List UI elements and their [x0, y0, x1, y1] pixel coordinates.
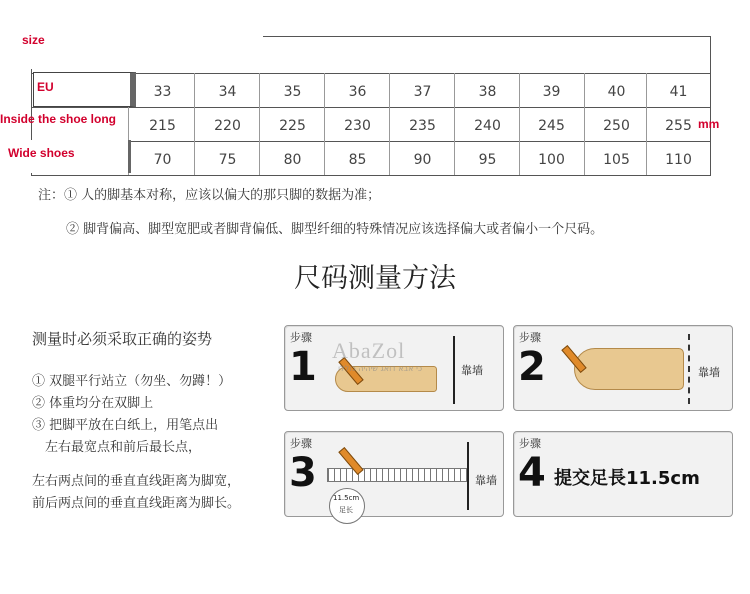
inside-length-cell: 235 — [409, 118, 436, 134]
unit-label: mm — [698, 117, 720, 131]
eu-label: EU — [37, 80, 54, 94]
eu-size-cell: 33 — [153, 84, 172, 100]
wide-cell: 80 — [283, 152, 302, 168]
instruction-line: ② 体重均分在双脚上 — [32, 396, 154, 411]
step-tag: 步骤 — [519, 437, 541, 450]
ruler-illustration — [327, 468, 469, 482]
wide-cell: 75 — [218, 152, 237, 168]
step-2-panel — [513, 325, 733, 411]
inside-length-cell: 250 — [603, 118, 630, 134]
wide-cell: 90 — [413, 152, 432, 168]
eu-size-cell: 41 — [669, 84, 688, 100]
eu-size-cell: 35 — [283, 84, 302, 100]
step-tag: 步骤 — [290, 437, 312, 450]
measure-label: 足长 — [339, 506, 353, 514]
inside-length-cell: 220 — [214, 118, 241, 134]
wide-cell: 85 — [348, 152, 367, 168]
inside-length-cell: 245 — [538, 118, 565, 134]
size-label: size — [22, 33, 45, 47]
watermark-subtext: כי אבא דואג שיהיה כוללו — [338, 364, 423, 373]
step-tag: 步骤 — [290, 331, 312, 344]
inside-length-label: Inside the shoe long — [0, 112, 117, 126]
section-title: 尺码测量方法 — [294, 263, 456, 294]
eu-size-cell: 39 — [542, 84, 561, 100]
note-line-1: 注：① 人的脚基本对称，应该以偏大的那只脚的数据为准； — [38, 188, 381, 203]
step-tag: 步骤 — [519, 331, 541, 344]
inside-length-cell: 215 — [149, 118, 176, 134]
inside-length-cell: 255 — [665, 118, 692, 134]
eu-size-cell: 34 — [218, 84, 237, 100]
step-number: 3 — [289, 450, 317, 496]
step-number: 4 — [518, 450, 546, 496]
wide-cell: 110 — [665, 152, 692, 168]
eu-size-cell: 40 — [607, 84, 626, 100]
row-divider — [32, 107, 710, 108]
measure-value: 11.5cm — [333, 494, 360, 502]
instructions-heading: 测量时必须采取正确的姿势 — [32, 330, 213, 348]
wall-line — [688, 334, 692, 404]
instruction-line: 左右两点间的垂直直线距离为脚宽， — [32, 474, 241, 489]
wide-label: Wide shoes — [8, 146, 75, 160]
wall-line — [453, 336, 455, 404]
instruction-line: ① 双腿平行站立（勿坐、勿蹲！） — [32, 374, 232, 389]
wide-cell: 105 — [603, 152, 630, 168]
step-number: 1 — [289, 344, 317, 390]
wall-label: 靠墙 — [475, 474, 497, 487]
step-4-panel — [513, 431, 733, 517]
wall-label: 靠墙 — [461, 364, 483, 377]
inside-length-cell: 240 — [474, 118, 501, 134]
wide-cell: 95 — [478, 152, 497, 168]
wall-label: 靠墙 — [698, 366, 720, 379]
inside-length-cell: 230 — [344, 118, 371, 134]
foot-illustration — [574, 348, 684, 390]
wide-cell: 70 — [153, 152, 172, 168]
note-line-2: ② 脚背偏高、脚型宽肥或者脚背偏低、脚型纤细的特殊情况应该选择偏大或者偏小一个尺码。 — [66, 222, 604, 237]
instruction-line: 左右最宽点和前后最长点， — [45, 440, 202, 455]
instruction-line: 前后两点间的垂直直线距离为脚长。 — [32, 496, 241, 511]
eu-size-cell: 37 — [413, 84, 432, 100]
inside-length-cell: 225 — [279, 118, 306, 134]
step-number: 2 — [518, 344, 546, 390]
submit-result-text: 提交足長11.5cm — [554, 468, 700, 489]
step-3-panel — [284, 431, 504, 517]
instruction-line: ③ 把脚平放在白纸上，用笔点出 — [32, 418, 219, 433]
watermark-logo: AbaZol — [332, 338, 406, 363]
wall-line — [467, 442, 469, 510]
eu-size-cell: 38 — [478, 84, 497, 100]
wide-cell: 100 — [538, 152, 565, 168]
eu-size-cell: 36 — [348, 84, 367, 100]
row-divider — [32, 141, 710, 142]
